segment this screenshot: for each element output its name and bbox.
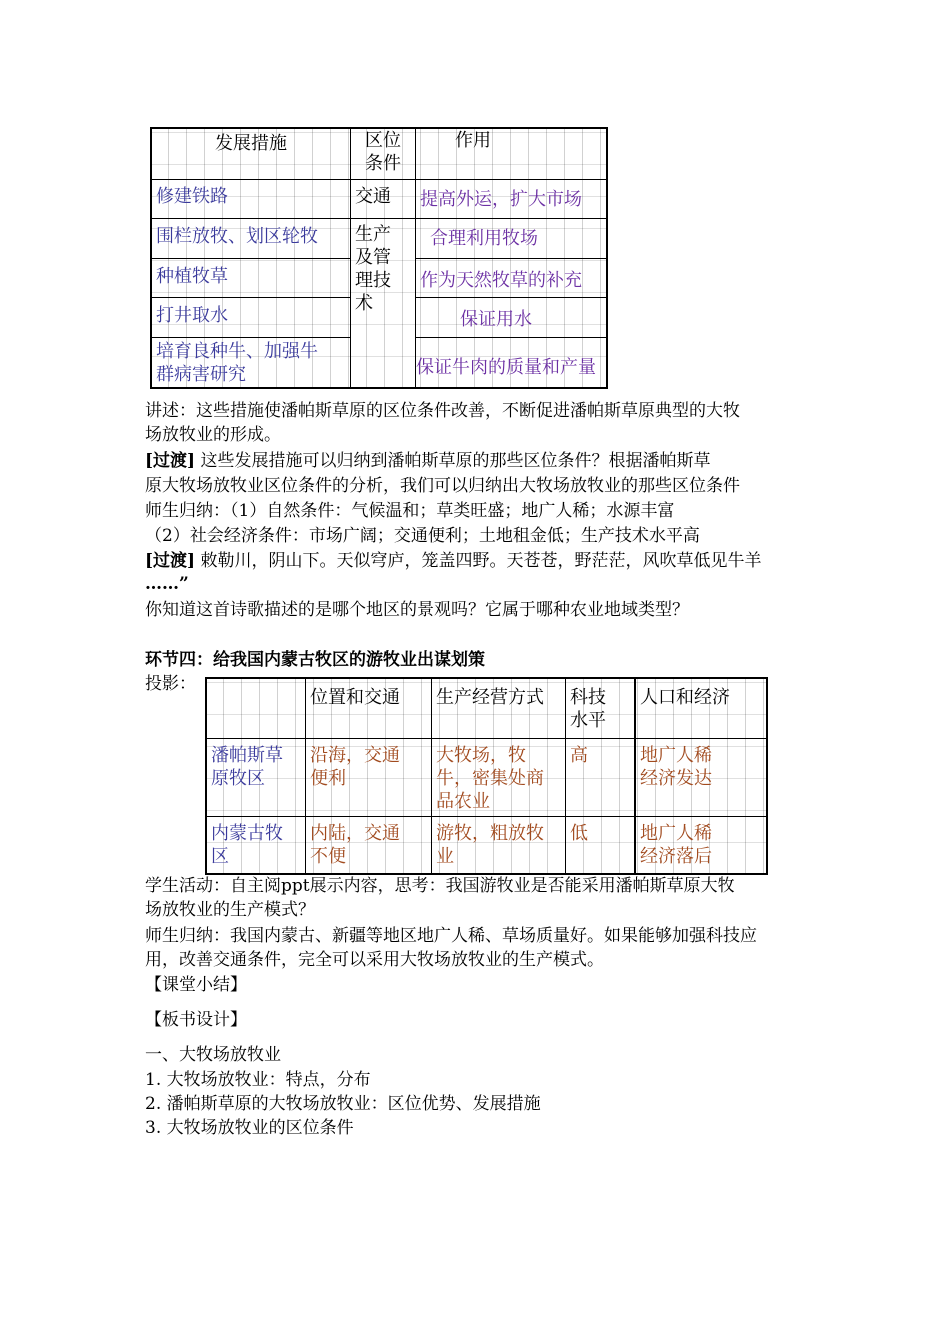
board-item-0: 一、大牧场放牧业 [145,1045,281,1065]
header-location: 位置和交通 [306,678,432,738]
projection-label: 投影： [145,674,196,694]
paragraph-question: 你知道这首诗歌描述的是哪个地区的景观吗？它属于哪种农业地域类型？ [145,600,689,620]
paragraph-poem-2: ……” [145,574,189,594]
measures-table [150,127,608,389]
cell-tech: 高 [566,738,636,816]
comparison-table [205,677,768,875]
paragraph-conclusion-2: 用，改善交通条件，完全可以采用大牧场放牧业的生产模式。 [145,950,604,970]
board-design: 【板书设计】 [145,1010,247,1030]
transition-tag: [过渡] [145,451,196,471]
transition-text: 这些发展措施可以归纳到潘帕斯草原的那些区位条件？根据潘帕斯草 [195,451,711,471]
effect-cell: 作为天然牧草的补充 [416,258,608,297]
cell-mode: 游牧，粗放牧 业 [432,816,566,874]
cell-tech: 低 [566,816,636,874]
paragraph-explain-1: 讲述：这些措施使潘帕斯草原的区位条件改善，不断促进潘帕斯草原典型的大牧 [145,401,740,421]
transition-tag: [过渡] [145,551,196,571]
header-effect: 作用 [416,128,608,179]
effect-cell: 提高外运，扩大市场 [416,179,608,218]
measure-cell: 围栏放牧、划区轮牧 [151,218,351,258]
header-tech: 科技 水平 [566,678,636,738]
cell-location: 内陆，交通 不便 [306,816,432,874]
condition-traffic: 交通 [351,179,416,218]
section-title: 环节四：给我国内蒙古牧区的游牧业出谋划策 [145,650,485,670]
poem-text: 敕勒川，阴山下。天似穹庐，笼盖四野。天苍苍，野茫茫，风吹草低见牛羊 [195,551,762,571]
board-item-3: 3. 大牧场放牧业的区位条件 [145,1118,354,1138]
paragraph-natural: 师生归纳：（1）自然条件：气候温和；草类旺盛；地广人稀；水源丰富 [145,501,675,521]
cell-population: 地广人稀 经济落后 [635,816,767,874]
header-empty [206,678,306,738]
condition-tech: 生产 及管 理技 术 [351,218,416,388]
measure-cell: 打井取水 [151,297,351,337]
paragraph-poem-1 [145,549,762,573]
effect-cell: 合理利用牧场 [416,218,608,258]
cell-location: 沿海，交通 便利 [306,738,432,816]
region-pampas: 潘帕斯草 原牧区 [206,738,306,816]
paragraph-transition-1 [145,449,711,473]
paragraph-transition-2: 原大牧场放牧业区位条件的分析，我们可以归纳出大牧场放牧业的那些区位条件 [145,476,740,496]
measure-cell: 修建铁路 [151,179,351,218]
paragraph-conclusion-1: 师生归纳：我国内蒙古、新疆等地区地广人稀、草场质量好。如果能够加强科技应 [145,926,757,946]
header-mode: 生产经营方式 [432,678,566,738]
paragraph-activity-1: 学生活动：自主阅ppt展示内容，思考：我国游牧业是否能采用潘帕斯草原大牧 [145,876,735,896]
paragraph-explain-2: 场放牧业的形成。 [145,425,281,445]
board-item-2: 2. 潘帕斯草原的大牧场放牧业：区位优势、发展措施 [145,1094,541,1114]
effect-cell: 保证牛肉的质量和产量 [416,337,608,388]
measure-cell: 培育良种牛、加强牛 群病害研究 [151,337,351,388]
effect-cell: 保证用水 [416,297,608,337]
region-inner-mongolia: 内蒙古牧 区 [206,816,306,874]
paragraph-activity-2: 场放牧业的生产模式？ [145,900,315,920]
paragraph-social: （2）社会经济条件：市场广阔；交通便利；土地租金低；生产技术水平高 [145,526,700,546]
header-measure: 发展措施 [151,128,351,179]
cell-mode: 大牧场，牧 牛，密集处商 品农业 [432,738,566,816]
class-summary: 【课堂小结】 [145,975,247,995]
measure-cell: 种植牧草 [151,258,351,297]
header-condition: 区位 条件 [351,128,416,179]
cell-population: 地广人稀 经济发达 [635,738,767,816]
header-population: 人口和经济 [635,678,767,738]
board-item-1: 1. 大牧场放牧业：特点，分布 [145,1070,371,1090]
